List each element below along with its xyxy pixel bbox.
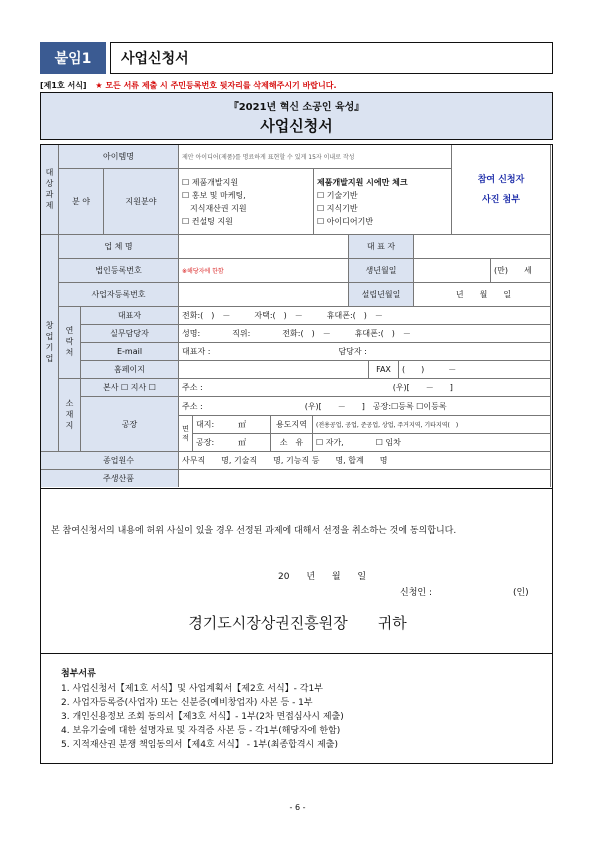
declaration-date[interactable]: 20 년 월 일 [278,572,367,582]
zoning-label: 용도지역 [271,416,313,434]
dev-option-idea[interactable]: ☐ 아이디어기반 [317,216,374,226]
company-name-label: 업 체 명 [59,235,179,259]
contact-group-label: 연락처 [59,307,81,379]
products-field[interactable] [179,470,551,487]
email-field[interactable] [179,343,551,361]
birth-label: 생년월일 [349,259,414,283]
hq-address: 주소 : [182,383,203,392]
support-option-product[interactable]: ☐ 제품개발지원 [182,177,239,187]
birth-age[interactable]: (만) 세 [491,259,551,283]
support-option-marketing[interactable]: ☐ 홍보 및 마케팅, [182,190,246,200]
banner-subtitle: 『2021년 혁신 소공인 육성』 [228,102,365,113]
document-title: 사업신청서 [110,42,553,74]
item-name-label: 아이템명 [59,145,179,169]
support-option-consulting[interactable]: ☐ 컨설팅 지원 [182,216,233,226]
dev-type-options [314,169,452,235]
location-group-label: 소재지 [59,379,81,452]
support-option-ip: 지식재산권 지원 [182,203,247,213]
attachment-item: 2. 사업자등록증(사업자) 또는 신분증(예비창업자) 사본 등 - 1부 [61,698,313,708]
area-label: 면적 [179,416,193,452]
company-group-label: 창업기업 [41,235,59,452]
attachment-item: 4. 보유기술에 대한 설명자료 및 자격증 사본 등 - 각1부(해당자에 한함) [61,726,341,736]
founded-field[interactable]: 년 월 일 [414,283,551,307]
factory-address: 주소 : [182,401,203,411]
factory-label: 공장 [81,397,179,452]
birth-field[interactable] [414,259,491,283]
fax-label: FAX [369,361,399,379]
declaration-section [40,489,553,654]
ceo-field[interactable] [414,235,551,259]
building-area-field[interactable]: 공장: ㎡ [193,434,271,452]
field-label: 분 야 [59,169,104,235]
rep-label: 대표자 [81,307,179,325]
corp-reg-field[interactable]: ※해당자에 한함 [179,259,349,283]
support-options [179,169,314,235]
ownership-field[interactable]: ☐ 자가, ☐ 임차 [313,434,551,452]
attachments-title: 첨부서류 [61,669,96,679]
attachment-item: 3. 개인신용정보 조회 동의서【제3호 서식】- 1부(2차 면접심사시 제출) [61,712,344,722]
attachment-badge: 붙임1 [40,42,106,74]
email-staff: 담당자 : [338,347,367,356]
ceo-label: 대 표 자 [349,235,414,259]
item-name-field[interactable]: 제안 아이디어(제품)를 명료하게 표현할 수 있게 15자 이내로 작성 [179,145,452,169]
ownership-label: 소 유 [271,434,313,452]
application-form-table [40,144,553,489]
homepage-label: 홈페이지 [81,361,179,379]
employees-label: 종업원수 [41,452,179,470]
banner-title: 사업신청서 [260,117,333,135]
page-number: - 6 - [289,803,306,812]
factory-address-field[interactable] [179,397,551,416]
staff-field[interactable]: 성명: 직위: 전화:( ) － 휴대폰:( ) － [179,325,551,343]
photo-attach-box[interactable] [452,145,551,235]
hq-address-field[interactable] [179,379,551,397]
staff-label: 실무담당자 [81,325,179,343]
factory-zip: (우)[ － ] [304,401,365,411]
declaration-statement: 본 참여신청서의 내용에 허위 사실이 있을 경우 선정된 과제에 대해서 선정을 취소하는 것에 동의합니다. [51,526,457,536]
form-number: [제1호 서식] [40,81,87,90]
project-group-label: 대상과제 [41,145,59,235]
applicant-signature[interactable]: 신청인 : (인) [400,588,529,598]
attachment-item: 5. 지적재산권 분쟁 책임동의서【제4호 서식】 - 1부(최종합격시 제출) [61,740,338,750]
homepage-field[interactable] [179,361,369,379]
form-banner [40,92,553,140]
email-label: E-mail [81,343,179,361]
dev-only-title: 제품개발지원 시에만 체크 [317,177,408,187]
dev-option-knowledge[interactable]: ☐ 지식기반 [317,203,358,213]
site-area-field[interactable]: 대지: ㎡ [193,416,271,434]
company-name-field[interactable] [179,235,349,259]
corp-reg-label: 법인등록번호 [59,259,179,283]
photo-line-1: 참여 신청자 [477,174,525,185]
rep-phone-field[interactable]: 전화:( ) － 자택:( ) － 휴대폰:( ) － [179,307,551,325]
biz-reg-field[interactable] [179,283,349,307]
fax-field[interactable]: ( ) － [399,361,551,379]
employees-field[interactable]: 사무직 명, 기술직 명, 기능직 등 명, 합계 명 [179,452,551,470]
hq-label: 본사 ☐ 지사 ☐ [81,379,179,397]
hq-zip: (우)[ － ] [392,383,453,392]
attachment-item: 1. 사업신청서【제1호 서식】및 사업계획서【제2호 서식】- 각1부 [61,684,323,694]
biz-reg-label: 사업자등록번호 [59,283,179,307]
products-label: 주생산품 [41,470,179,487]
support-field-label: 지원분야 [104,169,179,235]
photo-line-2: 사진 첨부 [482,194,520,205]
form-number-line [40,80,337,91]
attachments-section [40,654,553,764]
addressee: 경기도시장상권진흥원장 귀하 [188,614,407,632]
zoning-field[interactable]: (전용공업, 공업, 준공업, 상업, 주거지역, 기타지역( ) [313,416,551,434]
founded-label: 설립년월일 [349,283,414,307]
dev-option-tech[interactable]: ☐ 기술기반 [317,190,358,200]
document-header [40,42,553,76]
factory-status[interactable]: 공장:☐등록 ☐이등록 [372,401,447,411]
email-rep: 대표자 : [182,347,211,356]
privacy-warning: ★ 모든 서류 제출 시 주민등록번호 뒷자리를 삭제해주시기 바랍니다. [95,81,337,90]
